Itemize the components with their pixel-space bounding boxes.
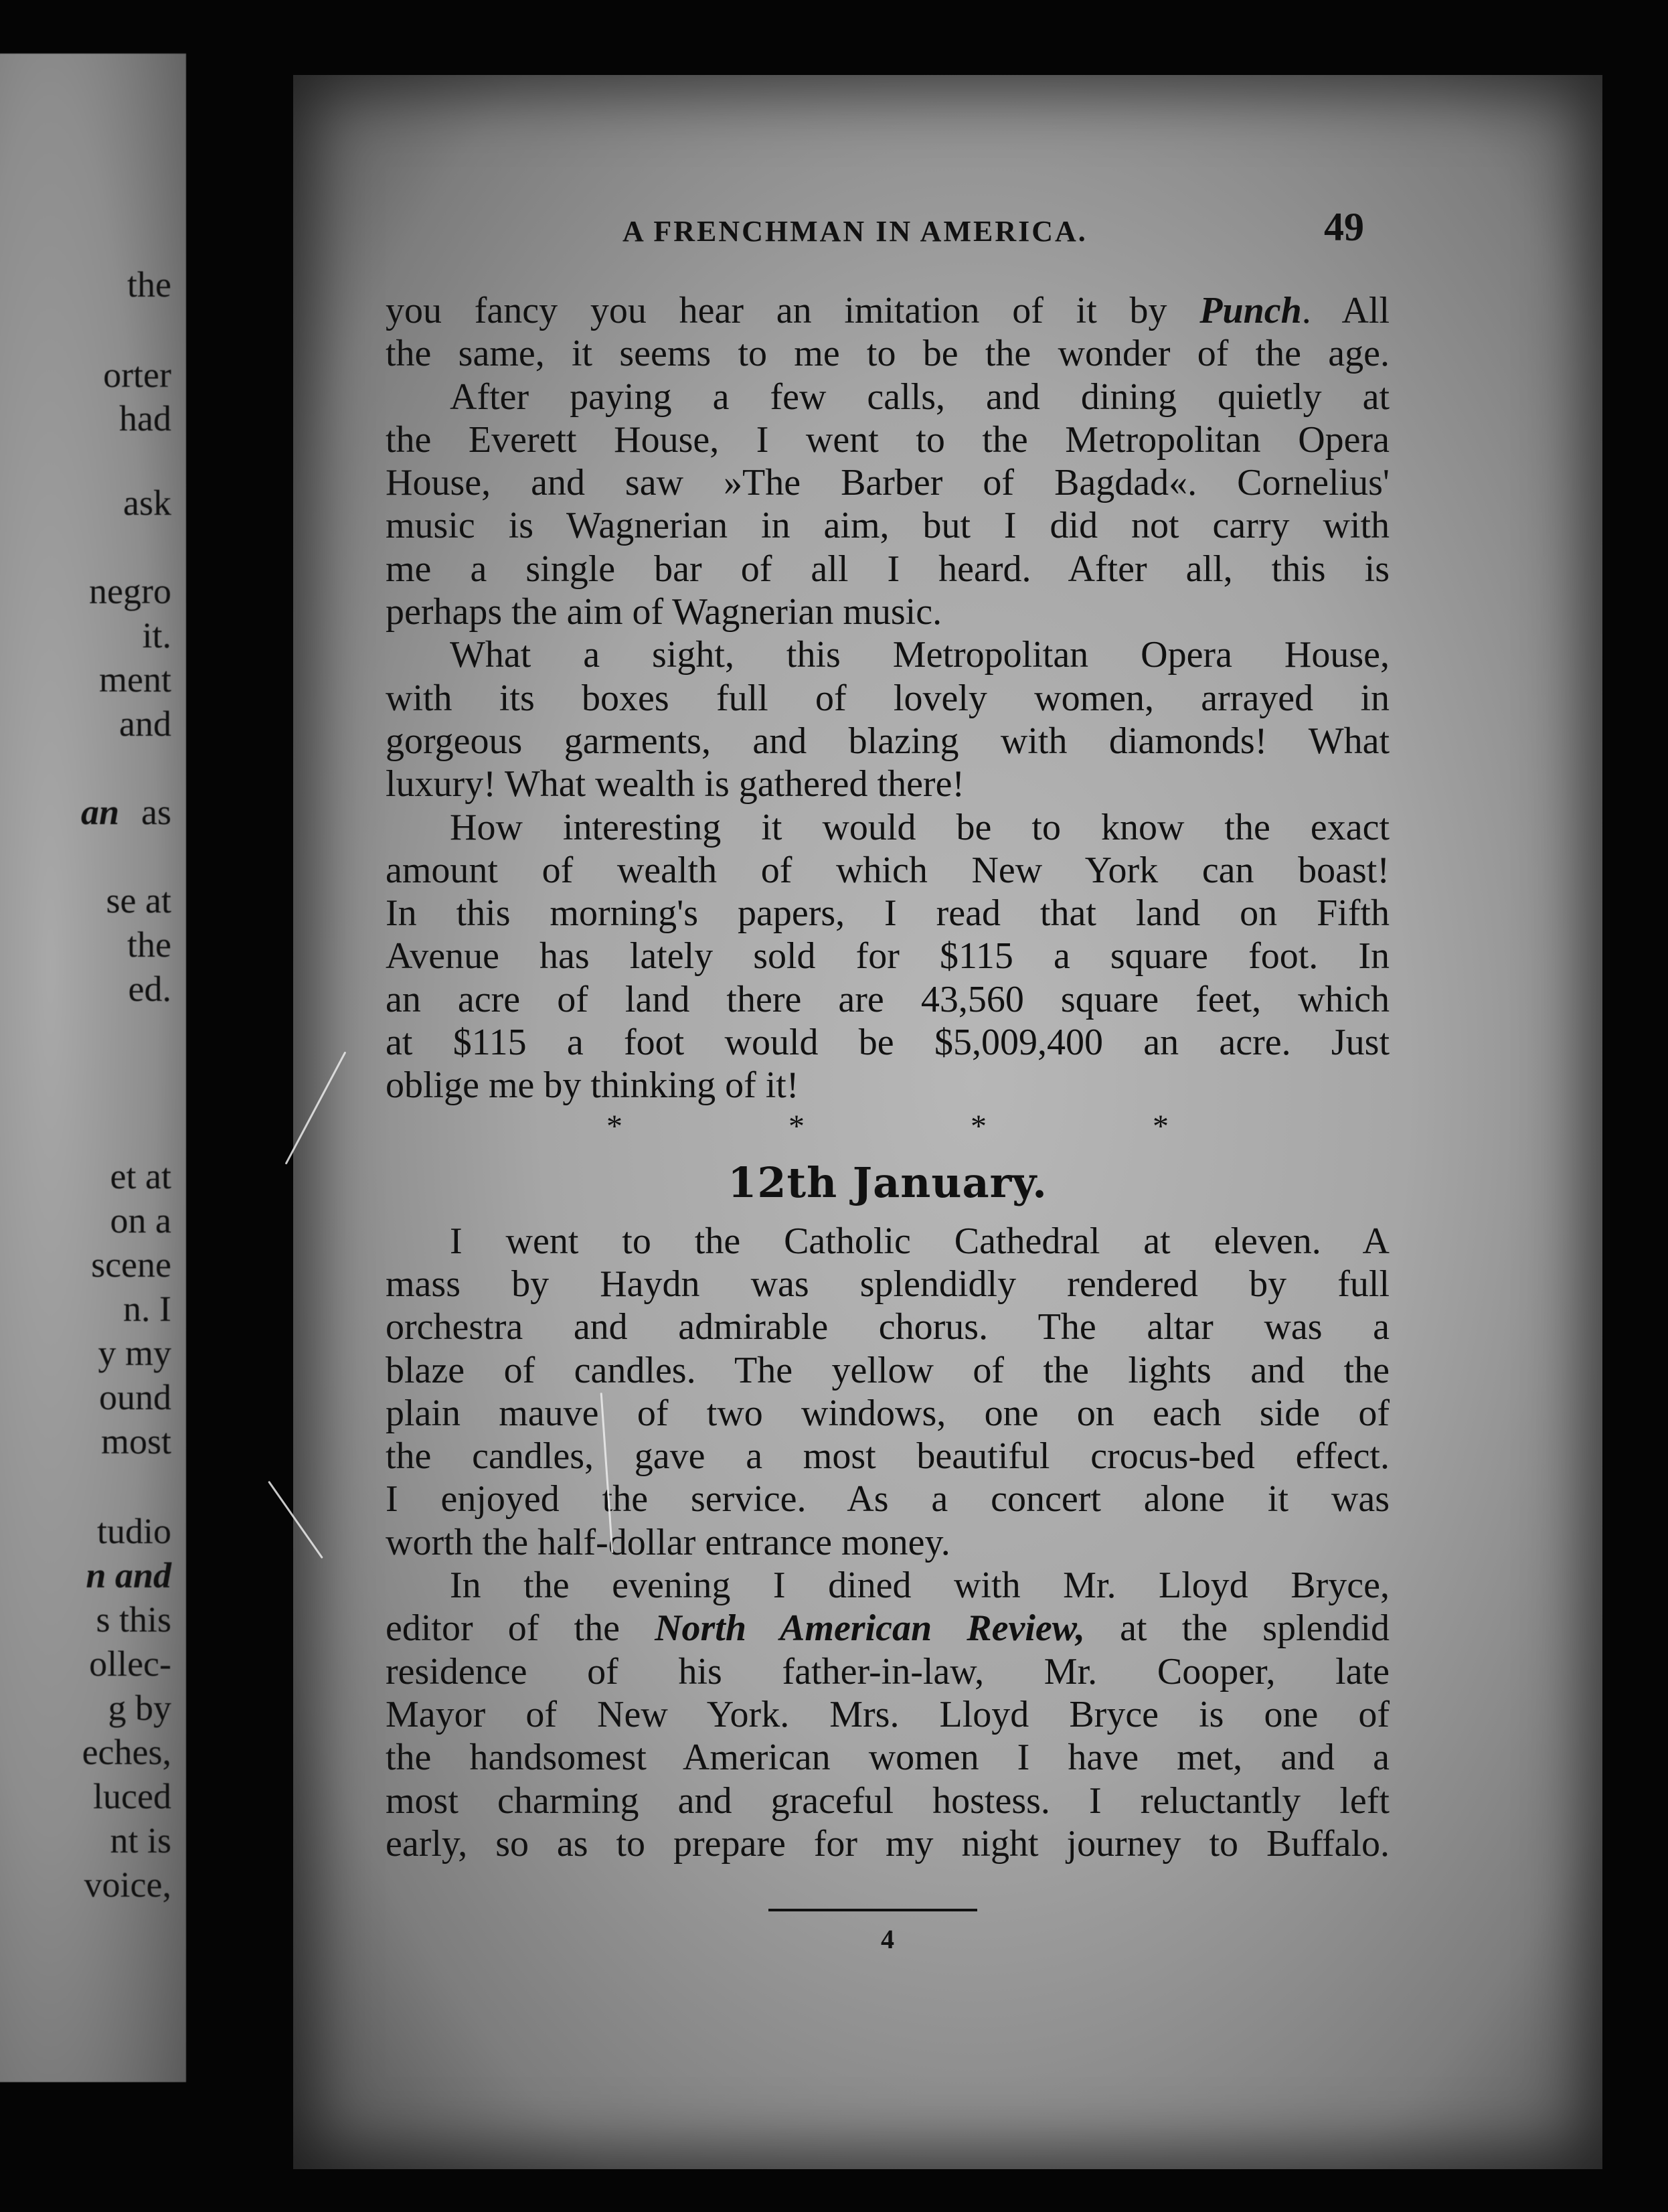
left-page-fragment: had	[119, 398, 171, 439]
text-line: oblige me by thinking of it!	[386, 1064, 799, 1107]
running-head: A FRENCHMAN IN AMERICA.	[622, 215, 1088, 248]
text-line: amount of wealth of which New York can boast!	[386, 849, 1390, 891]
left-page-fragment: s this	[96, 1599, 171, 1640]
left-page-fragment: scene	[91, 1245, 171, 1285]
asterism: *	[606, 1108, 622, 1144]
left-page-fragment: eches,	[82, 1732, 171, 1772]
left-page-fragment: it.	[142, 615, 171, 655]
text-line: orchestra and admirable chorus. The altar was a	[386, 1306, 1390, 1348]
left-page-fragment: n and	[86, 1555, 171, 1595]
left-page-fragment: on a	[110, 1200, 171, 1241]
left-page-fragment: an	[80, 792, 119, 832]
text-line: House, and saw »The Barber of Bagdad«. Cornelius'	[386, 462, 1390, 504]
text-line: In the evening I dined with Mr. Lloyd Bryce,	[450, 1565, 1390, 1607]
text-line: blaze of candles. The yellow of the lights and the	[386, 1349, 1390, 1391]
text-line: gorgeous garments, and blazing with diamonds! What	[386, 720, 1390, 762]
text-line: mass by Haydn was splendidly rendered by full	[386, 1263, 1390, 1305]
text-line: the same, it seems to me to be the wonder of the age.	[386, 333, 1390, 375]
left-page-fragment: g by	[108, 1688, 171, 1728]
left-page-fragment: y my	[98, 1333, 171, 1373]
left-page-fragment: ollec-	[89, 1644, 171, 1684]
date-heading: 12th January.	[728, 1158, 1048, 1207]
text-line: me a single bar of all I heard. After all, this is	[386, 548, 1390, 590]
text-line: Mayor of New York. Mrs. Lloyd Bryce is one of	[386, 1693, 1390, 1735]
left-page-fragment: nt is	[110, 1820, 171, 1861]
text-line: you fancy you hear an imitation of it by Punch. All	[386, 290, 1390, 331]
left-page-fragment: as	[141, 792, 171, 832]
text-line: early, so as to prepare for my night journey to Buffalo.	[386, 1822, 1390, 1865]
asterism: *	[788, 1108, 805, 1144]
left-page-fragment: tudio	[96, 1511, 171, 1551]
left-page-fragment: voice,	[84, 1865, 171, 1905]
left-page-fragment: orter	[103, 355, 171, 395]
left-page-fragment: the	[127, 264, 171, 305]
text-line: I enjoyed the service. As a concert alone it was	[386, 1478, 1390, 1520]
text-line: luxury! What wealth is gathered there!	[386, 763, 965, 805]
left-page-fragment: et at	[110, 1156, 171, 1196]
text-line: an acre of land there are 43,560 square feet, which	[386, 978, 1390, 1020]
signature-mark: 4	[881, 1924, 894, 1954]
left-page-fragment: most	[100, 1421, 171, 1462]
text-line: perhaps the aim of Wagnerian music.	[386, 591, 942, 633]
page-body	[386, 289, 1390, 1865]
left-facing-page	[0, 54, 186, 2082]
asterism: *	[1153, 1108, 1169, 1144]
text-line: the handsomest American women I have met, and a	[386, 1737, 1390, 1779]
left-page-fragment: and	[119, 704, 171, 744]
text-line: Avenue has lately sold for $115 a square foot. In	[386, 935, 1390, 977]
text-line: In this morning's papers, I read that land on Fifth	[386, 892, 1390, 935]
text-line: with its boxes full of lovely women, arrayed in	[386, 677, 1390, 719]
text-line: What a sight, this Metropolitan Opera House,	[450, 634, 1390, 676]
text-line: After paying a few calls, and dining quietly at	[450, 376, 1390, 418]
left-page-fragment: ound	[99, 1377, 171, 1417]
text-line: plain mauve of two windows, one on each side of	[386, 1392, 1390, 1434]
left-page-fragment: the	[127, 925, 171, 965]
text-line: music is Wagnerian in aim, but I did not carry with	[386, 505, 1390, 547]
left-page-fragment: negro	[89, 571, 171, 611]
text-line: How interesting it would be to know the exact	[450, 806, 1390, 848]
left-page-fragment: luced	[93, 1776, 171, 1816]
left-page-fragment: ment	[99, 659, 171, 700]
text-line: most charming and graceful hostess. I reluctantly left	[386, 1780, 1390, 1822]
italic-title: North American Review,	[655, 1607, 1086, 1650]
italic-title: Punch	[1199, 290, 1302, 331]
text-line: the candles, gave a most beautiful crocus-bed effect.	[386, 1435, 1390, 1478]
left-page-fragment: ed.	[128, 969, 171, 1009]
text-line: worth the half-dollar entrance money.	[386, 1521, 950, 1563]
text-line: at $115 a foot would be $5,009,400 an acre. Just	[386, 1022, 1390, 1064]
asterism: *	[971, 1108, 987, 1144]
footer-rule	[768, 1909, 977, 1911]
text-line: I went to the Catholic Cathedral at eleven. A	[450, 1220, 1390, 1262]
page-number: 49	[1324, 205, 1364, 249]
text-line: the Everett House, I went to the Metropolitan Opera	[386, 418, 1390, 461]
left-page-fragment: ask	[123, 483, 171, 523]
left-page-fragment: se at	[106, 880, 171, 921]
text-line: residence of his father-in-law, Mr. Cooper, late	[386, 1650, 1390, 1692]
section-break-asterisms	[606, 1107, 1169, 1146]
text-line: editor of the North American Review, at the splendid	[386, 1607, 1390, 1650]
left-page-fragment: n. I	[123, 1289, 171, 1329]
